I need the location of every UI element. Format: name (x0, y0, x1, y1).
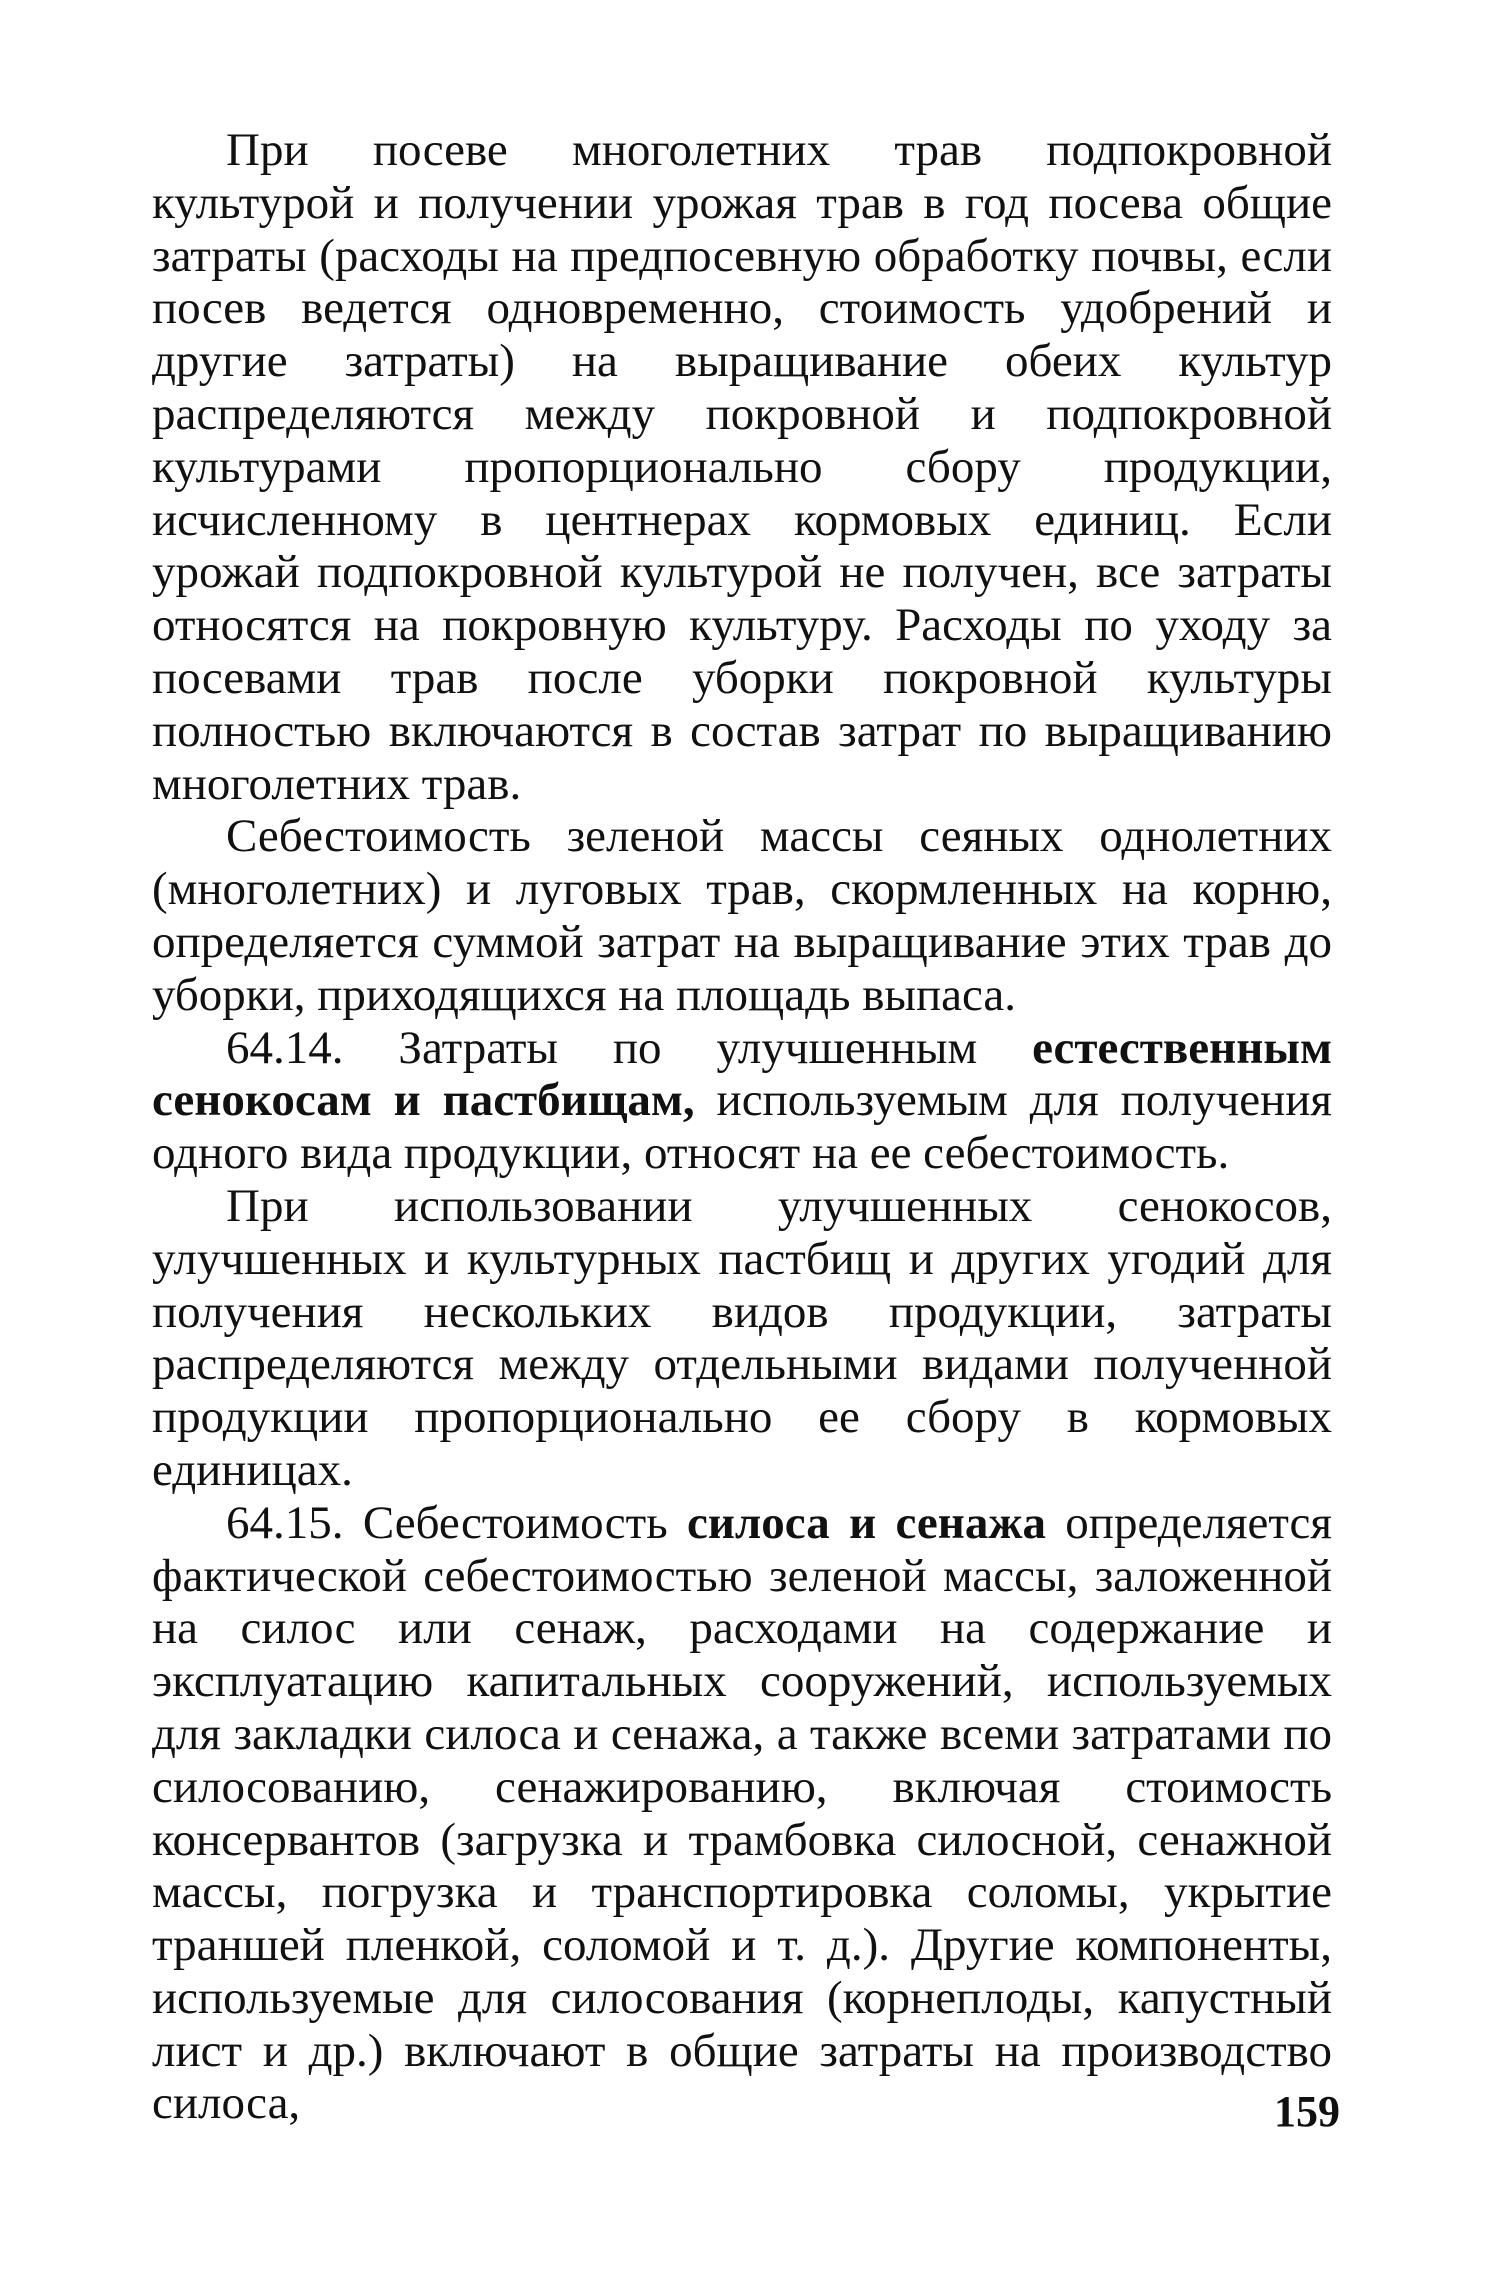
paragraph-5-rest: определяется фактической себестоимостью зеленой массы, заложенной на силос или сенаж, расходами на содержание и эксплуатацию капитальных сооружений, используемых для закладки силоса и сенажа, а также всеми затратами по силосованию, сенажированию, включая стоимость консервантов (загрузка и трамбовка силосной, сенажной массы, погрузка и транспортировка соломы, укрытие траншей пленкой, соломой и т. д.). Другие компоненты, используемые для силосования (корнеплоды, капустный лист и др.) включают в общие затраты на производство силоса, (152, 1496, 1332, 2130)
paragraph-3 (152, 1022, 1332, 1180)
paragraph-5-term: силоса и сенажа (686, 1496, 1046, 1549)
paragraph-5 (152, 1497, 1332, 2131)
paragraph-3-rest: используемым для получения одного вида продукции, относят на ее себестоимость. (152, 1074, 1332, 1180)
paragraph-5-lead: 64.15. Себестоимость (226, 1496, 687, 1549)
page-body (152, 124, 1332, 2130)
paragraph-2: Себестоимость зеленой массы сеяных однолетних (многолетних) и луговых трав, скормленных на корню, определяется суммой затрат на выращивание этих трав до уборки, приходящихся на площадь выпаса. (152, 810, 1332, 1021)
paragraph-1: При посеве многолетних трав подпокровной культурой и получении урожая трав в год посева общие затраты (расходы на предпосевную обработку почвы, если посев ведется одновременно, стоимость удобрений и другие затраты) на выращивание обеих культур распределяются между покровной и подпокровной культурами пропорционально сбору продукции, исчисленному в центнерах кормовых единиц. Если урожай подпокровной культурой не получен, все затраты относятся на покровную культуру. Расходы по уходу за посевами трав после уборки покровной культуры полностью включаются в состав затрат по выращиванию многолетних трав. (152, 124, 1332, 810)
paragraph-3-lead: 64.14. Затраты по улучшенным (226, 1021, 1033, 1074)
paragraph-3-term: естественным сенокосам и пастбищам, (152, 1021, 1332, 1127)
paragraph-4: При использовании улучшенных сенокосов, улучшенных и культурных пастбищ и других угодий для получения нескольких видов продукции, затраты распределяются между отдельными видами полученной продукции пропорционально ее сбору в кормовых единицах. (152, 1179, 1332, 1496)
page-number: 159 (1274, 2087, 1340, 2136)
